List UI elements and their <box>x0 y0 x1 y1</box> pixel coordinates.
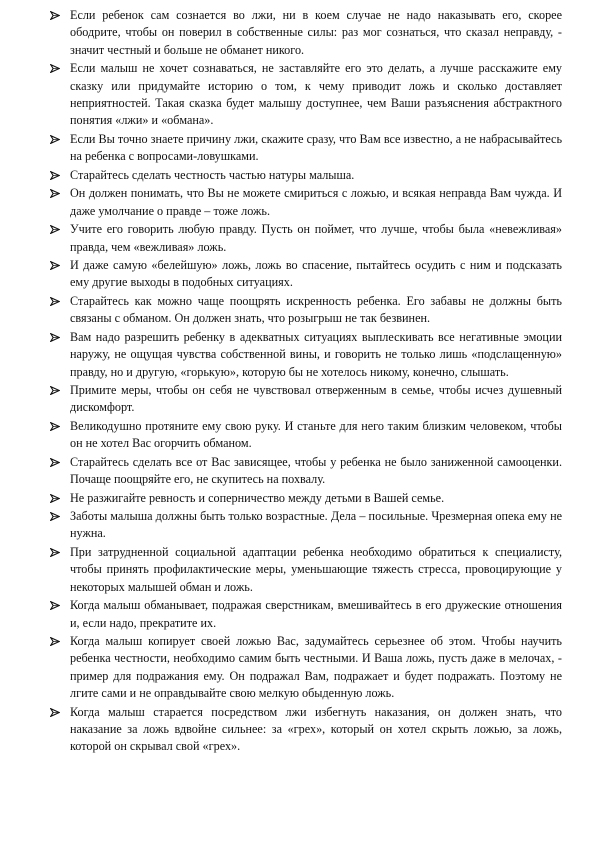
arrowhead-bullet-icon <box>50 422 60 431</box>
list-item-text: Он должен понимать, что Вы не можете смириться с ложью, и всякая неправда Вам чужда. И даже умолчание о правде – тоже ложь. <box>70 186 562 218</box>
arrowhead-bullet-icon <box>50 189 60 198</box>
list-item-text: Если ребенок сам сознается во лжи, ни в коем случае не надо наказывать его, скорее ободрите, чтобы он поверил в собственные силы: раз мог сознаться, что сказал неправду, - значит честный и больше не обманет никого. <box>70 8 562 57</box>
list-item <box>52 544 562 596</box>
list-item-text: Если малыш не хочет сознаваться, не заставляйте его это делать, а лучше расскажите ему сказку или придумайте историю о том, к чему приводит ложь и сколько доставляет неприятностей. Такая сказка будет малышу доступнее, чем Ваши разъяснения абстрактного понятия «лжи» и «обмана». <box>70 61 562 128</box>
list-item <box>52 704 562 756</box>
list-item <box>52 508 562 543</box>
list-item <box>52 382 562 417</box>
advice-list <box>52 7 562 756</box>
arrowhead-bullet-icon <box>50 135 60 144</box>
list-item <box>52 7 562 59</box>
list-item-text: И даже самую «белейшую» ложь, ложь во спасение, пытайтесь осудить с ним и подсказать ему другие выходы в подобных ситуациях. <box>70 257 562 290</box>
list-item-text: Когда малыш обманывает, подражая сверстникам, вмешивайтесь в его дружеские отношения и, если надо, прекратите их. <box>70 598 562 630</box>
arrowhead-bullet-icon <box>50 297 60 306</box>
arrowhead-bullet-icon <box>50 386 60 395</box>
list-item <box>52 633 562 703</box>
list-item <box>52 221 562 256</box>
list-item-text: Когда малыш старается посредством лжи избегнуть наказания, он должен знать, что наказание за ложь вдвойне сильнее: за «грех», который он хотел скрыть ложью, за ложь, которой он скрывал свой «грех». <box>70 704 562 754</box>
arrowhead-bullet-icon <box>50 64 60 73</box>
list-item-text: Великодушно протяните ему свою руку. И станьте для него таким близким человеком, чтобы он не хотел Вас огорчить обманом. <box>70 418 562 451</box>
list-item <box>52 329 562 381</box>
list-item-text: Учите его говорить любую правду. Пусть он поймет, что лучше, чтобы была «невежливая» правда, чем «вежливая» ложь. <box>70 222 562 254</box>
list-item <box>52 60 562 130</box>
arrowhead-bullet-icon <box>50 458 60 467</box>
list-item <box>52 293 562 328</box>
list-item-text: Заботы малыша должны быть только возрастные. Дела – посильные. Чрезмерная опека ему не нужна. <box>70 508 562 541</box>
arrowhead-bullet-icon <box>50 333 60 342</box>
list-item-text: Старайтесь сделать честность частью натуры малыша. <box>70 167 355 182</box>
list-item <box>52 185 562 220</box>
arrowhead-bullet-icon <box>50 261 60 270</box>
list-item <box>52 490 562 507</box>
arrowhead-bullet-icon <box>50 548 60 557</box>
list-item <box>52 167 562 184</box>
list-item-text: Если Вы точно знаете причину лжи, скажите сразу, что Вам все известно, а не набрасывайтесь на ребенка с вопросами-ловушками. <box>70 131 562 164</box>
list-item-text: Когда малыш копирует своей ложью Вас, задумайтесь серьезнее об этом. Чтобы научить ребенка честности, необходимо самим быть честными. И Ваша ложь, пусть даже в мелочах, - пример для подражания ему. Он подражал Вам, подражает и будет подражать. Поэтому не лгите сами и не оправдывайте свою мелкую обыденную ложь. <box>70 633 562 701</box>
arrowhead-bullet-icon <box>50 708 60 717</box>
arrowhead-bullet-icon <box>50 637 60 646</box>
list-item-text: При затрудненной социальной адаптации ребенка необходимо обратиться к специалисту, чтобы принять профилактические меры, уменьшающие тяжесть стресса, провоцирующие у некоторых малышей обман и ложь. <box>70 544 562 594</box>
arrowhead-bullet-icon <box>50 494 60 503</box>
list-item-text: Старайтесь как можно чаще поощрять искренность ребенка. Его забавы не должны быть связаны с обманом. Он должен знать, что розыгрыш не так безвинен. <box>70 293 562 326</box>
arrowhead-bullet-icon <box>50 225 60 234</box>
list-item <box>52 597 562 632</box>
list-item <box>52 257 562 292</box>
arrowhead-bullet-icon <box>50 171 60 180</box>
arrowhead-bullet-icon <box>50 601 60 610</box>
list-item-text: Старайтесь сделать все от Вас зависящее, чтобы у ребенка не было заниженной самооценки. Почаще поощряйте его, не скупитесь на похвалу. <box>70 454 562 487</box>
list-item <box>52 131 562 166</box>
arrowhead-bullet-icon <box>50 512 60 521</box>
arrowhead-bullet-icon <box>50 11 60 20</box>
list-item <box>52 454 562 489</box>
list-item-text: Вам надо разрешить ребенку в адекватных ситуациях выплескивать все негативные эмоции наружу, не ощущая чувства собственной вины, и говорить не только лишь «подслащенную» правду, но и другую, «горькую», которую бы не хотелось никому, конечно, слышать. <box>70 329 562 379</box>
list-item <box>52 418 562 453</box>
list-item-text: Не разжигайте ревность и соперничество между детьми в Вашей семье. <box>70 490 445 505</box>
list-item-text: Примите меры, чтобы он себя не чувствовал отверженным в семье, чтобы исчез душевный дискомфорт. <box>70 382 562 415</box>
